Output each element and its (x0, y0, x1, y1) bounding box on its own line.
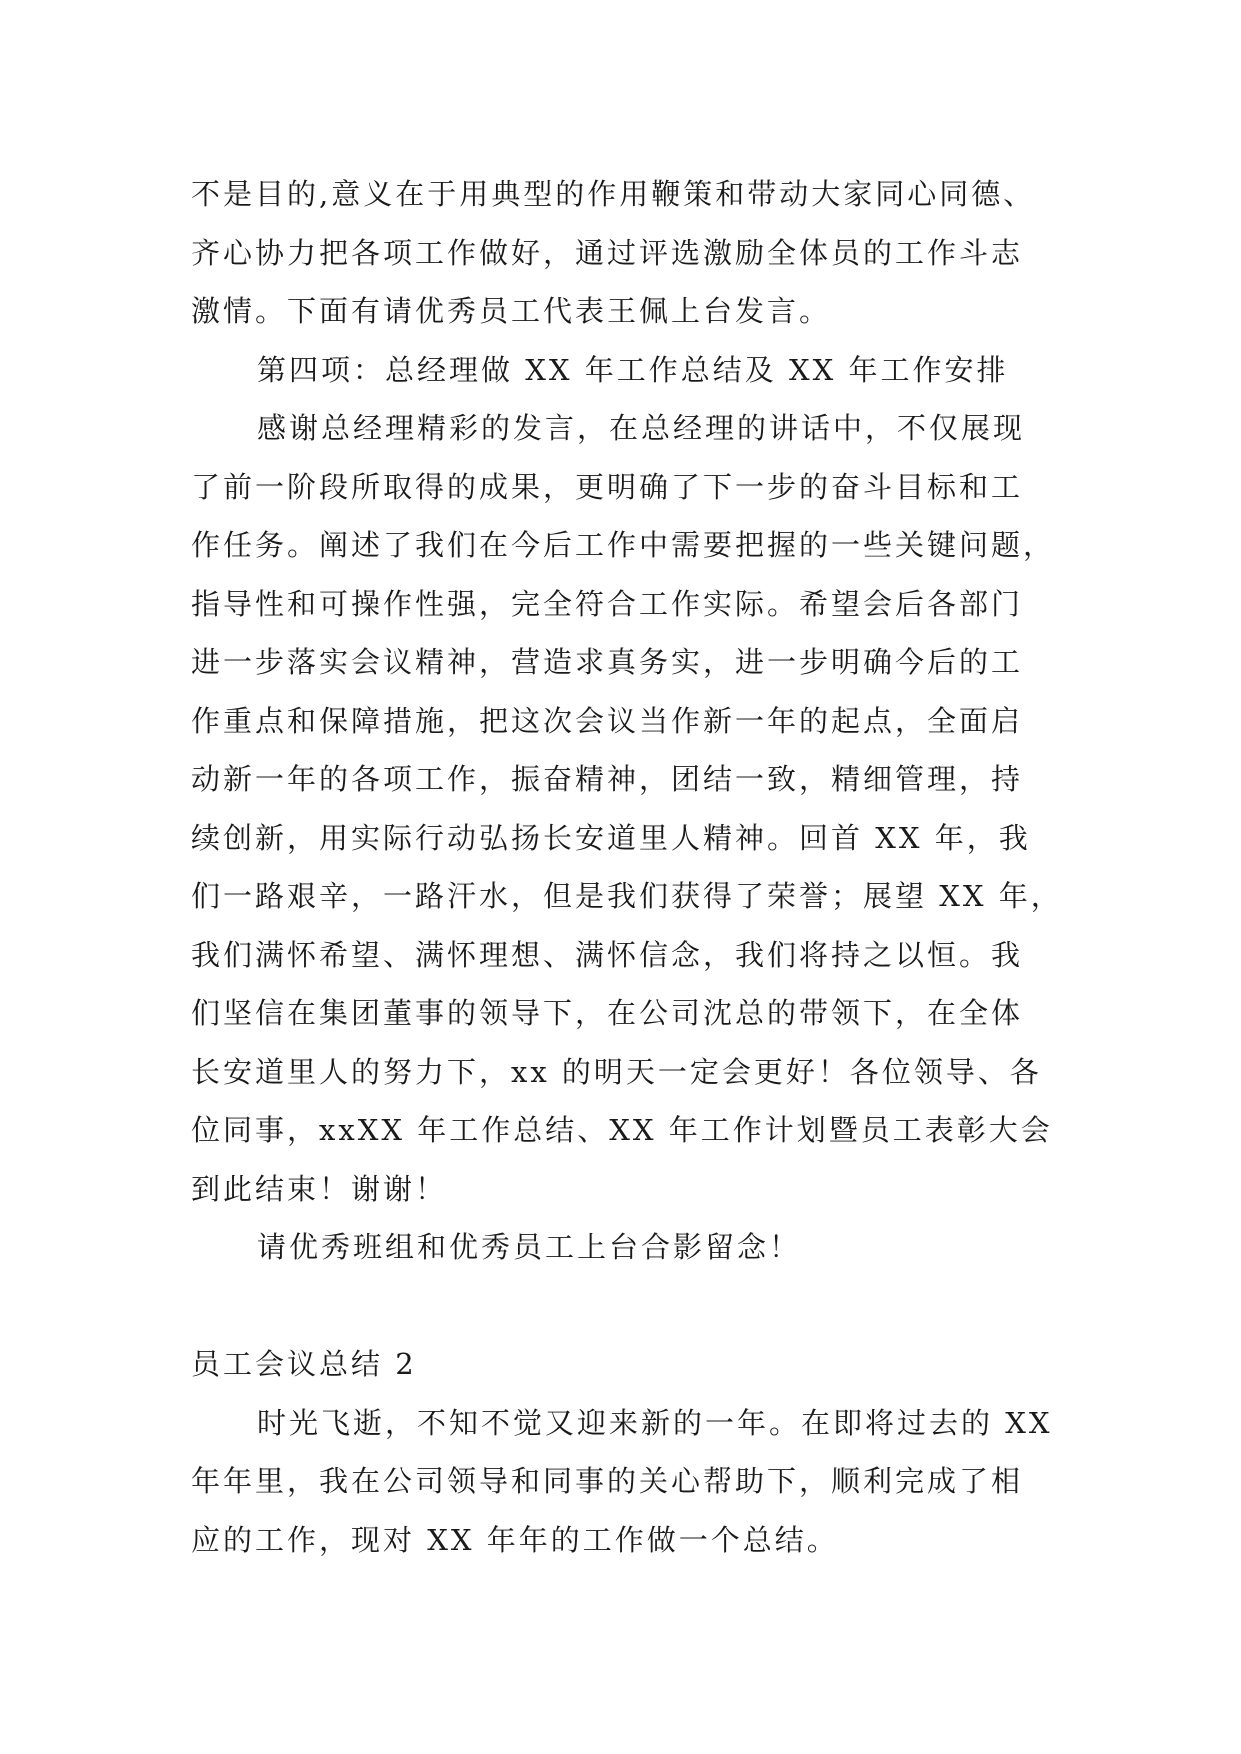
paragraph-line: 作重点和保障措施，把这次会议当作新一年的起点，全面启 (191, 703, 1024, 738)
paragraph-line: 感谢总经理精彩的发言，在总经理的讲话中，不仅展现 (257, 411, 1026, 445)
paragraph-line: 动新一年的各项工作，振奋精神，团结一致，精细管理，持 (191, 762, 1024, 796)
agenda-item-four: 第四项：总经理做 XX 年工作总结及 XX 年工作安排 (257, 352, 1009, 387)
paragraph-line: 应的工作，现对 XX 年年的工作做一个总结。 (191, 1522, 839, 1557)
section-spacer (191, 1277, 1091, 1336)
paragraph-line: 长安道里人的努力下，xx 的明天一定会更好！各位领导、各 (191, 1054, 1042, 1089)
paragraph-line: 我们满怀希望、满怀理想、满怀信念，我们将持之以恒。我 (191, 937, 1024, 972)
paragraph-line: 续创新，用实际行动弘扬长安道里人精神。回首 XX 年，我 (191, 820, 1031, 855)
paragraph-line: 时光飞逝，不知不觉又迎来新的一年。在即将过去的 XX (257, 1405, 1053, 1440)
paragraph-line: 们一路艰辛，一路汗水，但是我们获得了荣誉；展望 XX 年， (191, 879, 1063, 913)
closing-line: 请优秀班组和优秀员工上台合影留念！ (257, 1230, 802, 1264)
paragraph-line: 不是目的,意义在于用典型的作用鞭策和带动大家同心同德、 (191, 177, 1036, 211)
paragraph-line: 指导性和可操作性强，完全符合工作实际。希望会后各部门 (191, 586, 1024, 621)
paragraph-line: 位同事，xxXX 年工作总结、XX 年工作计划暨员工表彰大会 (191, 1113, 1053, 1147)
paragraph-line: 年年里，我在公司领导和同事的关心帮助下，顺利完成了相 (191, 1464, 1024, 1498)
paragraph-line: 作任务。阐述了我们在今后工作中需要把握的一些关键问题， (191, 528, 1056, 562)
paragraph-line: 们坚信在集团董事的领导下，在公司沈总的带领下，在全体 (191, 996, 1024, 1030)
section-title: 员工会议总结 2 (191, 1347, 417, 1381)
paragraph-line: 进一步落实会议精神，营造求真务实，进一步明确今后的工 (191, 645, 1024, 679)
paragraph-line: 齐心协力把各项工作做好，通过评选激励全体员的工作斗志 (191, 235, 1024, 270)
paragraph-line: 了前一阶段所取得的成果，更明确了下一步的奋斗目标和工 (191, 469, 1024, 504)
paragraph-line: 激情。下面有请优秀员工代表王佩上台发言。 (191, 294, 832, 328)
document-body (191, 165, 1091, 1569)
paragraph-line: 到此结束！谢谢！ (191, 1171, 448, 1206)
